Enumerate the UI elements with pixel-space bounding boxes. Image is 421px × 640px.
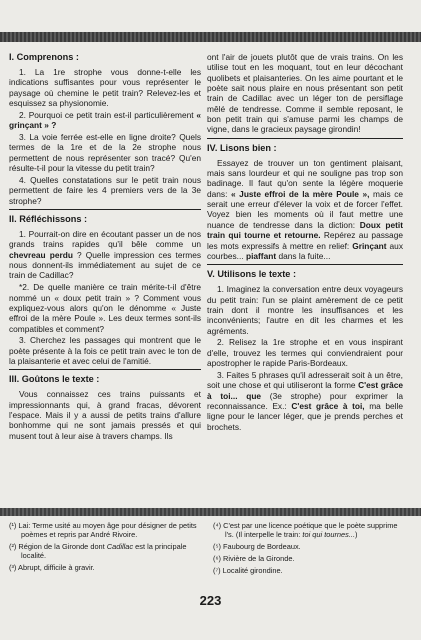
footnotes-left [9, 521, 201, 575]
text: (⁴) C'est par une licence poétique que le poète supprime l's. (Il interpelle le train: [213, 521, 398, 539]
paragraph-continued: ont l'air de jouets plutôt que de vrais trains. On les utilise tout en les moquant, tout en leur décochant quolibets et plaisanteries. On les aime pourtant et le poète sait nous plaire en nous présentant son petit train de Cadillac avec un léger ton de persiflage mêlé de tendresse. Comme il semble reposant, le bon petit train qui s'amuse parmi les champs de vigne, dans le gracieux paysage girondin! [207, 52, 403, 135]
footnote: (⁵) Faubourg de Bordeaux. [213, 542, 301, 551]
section-heading-utilisons: V. Utilisons le texte : [207, 264, 403, 280]
text: mais ce serait une erreur d'élever la voix et de forcer l'effet. Voyez bien les moments où il faut mettre une nuance de tendresse dans la diction: [207, 188, 404, 230]
quoted-term: C'est grâce à toi... que [207, 380, 403, 401]
quoted-term: piaffant [245, 250, 277, 261]
text: (3e strophe) pour exprimer la reconnaissance. Ex.: [207, 390, 403, 411]
question: 3. La voie ferrée est-elle en ligne droite? Quels termes de la 1re et de la 2e strophe nous permettent de nous représenter son tracé? Qu'en résulte-t-il pour la vitesse du petit train? [9, 132, 201, 174]
quoted-term: « grinçant » ? [9, 109, 201, 131]
text: ma belle ligne pour le lancer léger, que je prends perches et brochets. [207, 400, 403, 432]
quoted-term: Grinçant [352, 240, 387, 251]
quoted-term: C'est grâce à toi, [291, 400, 365, 411]
question [207, 370, 403, 432]
text: aux courbes... [207, 240, 403, 261]
paragraph: Vous connaissez ces trains puissants et impressionnants qui, à grand fracas, dévorent l'espace. Mais il y a aussi de petits trains d'allure bonhomme qui ne sont jamais pressés et qui musent tout à leur aise à travers champs. Ils [9, 389, 201, 441]
section-heading-goutons: III. Goûtons le texte : [9, 369, 201, 385]
quoted-term: Doux petit train qui tourne et retourne. [207, 219, 403, 241]
footnote [213, 521, 408, 539]
footnote [9, 542, 201, 560]
place-name: Cadillac [106, 542, 134, 551]
question-text: ? Quelle impression ces termes nous donnent-ils immédiatement au sujet de ce train de Cadillac? [9, 249, 202, 281]
top-rule [0, 32, 421, 42]
question: 1. La 1re strophe vous donne-t-elle les indications suffisantes pour vous représenter le paysage où chemine le petit train? Relevez-les et esquissez sa physionomie. [9, 67, 201, 109]
question: 1. Imaginez la conversation entre deux voyageurs du petit train: l'un se plaint amèrement de ce petit train dont il montre les insuffisances et les inconvénients; l'autre en dit les charmes et les agréments. [207, 284, 403, 336]
question-text: 1. Pourrait-on dire en écoutant passer un de nos grands trains rapides qu'il bêle comme un [9, 228, 201, 250]
question: 4. Quelles constatations sur le petit train nous permettent de faire les 4 premiers vers de la 3e strophe? [9, 174, 201, 206]
footnotes-right [213, 521, 408, 578]
right-column [207, 52, 403, 434]
question [9, 110, 201, 131]
footnote: (⁶) Rivière de la Gironde. [213, 554, 295, 563]
text: dans la fuite... [278, 250, 331, 261]
text: (²) Région de la Gironde dont [9, 542, 105, 551]
quoted-term: chevreau perdu [9, 249, 73, 260]
question-text: 2. Pourquoi ce petit train est-il particulièrement [19, 109, 194, 120]
quoted-term: « Juste effroi de la mère Poule », [230, 188, 370, 199]
question [9, 229, 201, 281]
question: *2. De quelle manière ce train mérite-t-il d'être nommé un « doux petit train » ? Comment vous expliquez-vous alors qu'on le dénomme « Juste effroi de la mère Poule ». Les deux termes sont-ils compatibles et comment? [9, 282, 201, 334]
text: ) [355, 530, 358, 539]
page-number: 223 [199, 593, 222, 608]
section-heading-reflechissons: II. Réfléchissons : [9, 209, 201, 225]
text: est la principale localité. [21, 542, 187, 560]
question: 3. Cherchez les passages qui montrent que le poète présente à la fois ce petit train avec le ton de la plaisanterie et avec celui de l'amitié. [9, 335, 201, 367]
footnote: (⁷) Localité girondine. [213, 566, 283, 575]
footnote: (¹) Lai: Terme usité au moyen âge pour désigner de petits poèmes et repris par André Rivoire. [9, 521, 197, 539]
section-heading-lisons: IV. Lisons bien : [207, 138, 403, 154]
question: 2. Relisez la 1re strophe et en vous inspirant d'elle, trouvez les termes qui conviendraient pour apostropher le rapide Paris-Bordeaux. [207, 337, 403, 369]
left-column [9, 52, 201, 443]
section-heading-comprenons: I. Comprenons : [9, 52, 79, 62]
text: 3. Faites 5 phrases qu'il adresserait soit à un être, soit une chose et qui utiliseront la forme [207, 369, 403, 391]
text: Essayez de trouver un ton gentiment plaisant, mais sans lourdeur et qui ne souligne pas trop son badinage. Il faut qu'on sente la légère moquerie dans: [207, 157, 403, 199]
text: Repérez au passage les mots expressifs à mettre en relief: [207, 230, 403, 251]
footnote: (³) Abrupt, difficile à gravir. [9, 563, 95, 572]
footnote-rule [0, 508, 421, 516]
paragraph [207, 158, 403, 261]
quote: toi qui tournes... [302, 530, 356, 539]
